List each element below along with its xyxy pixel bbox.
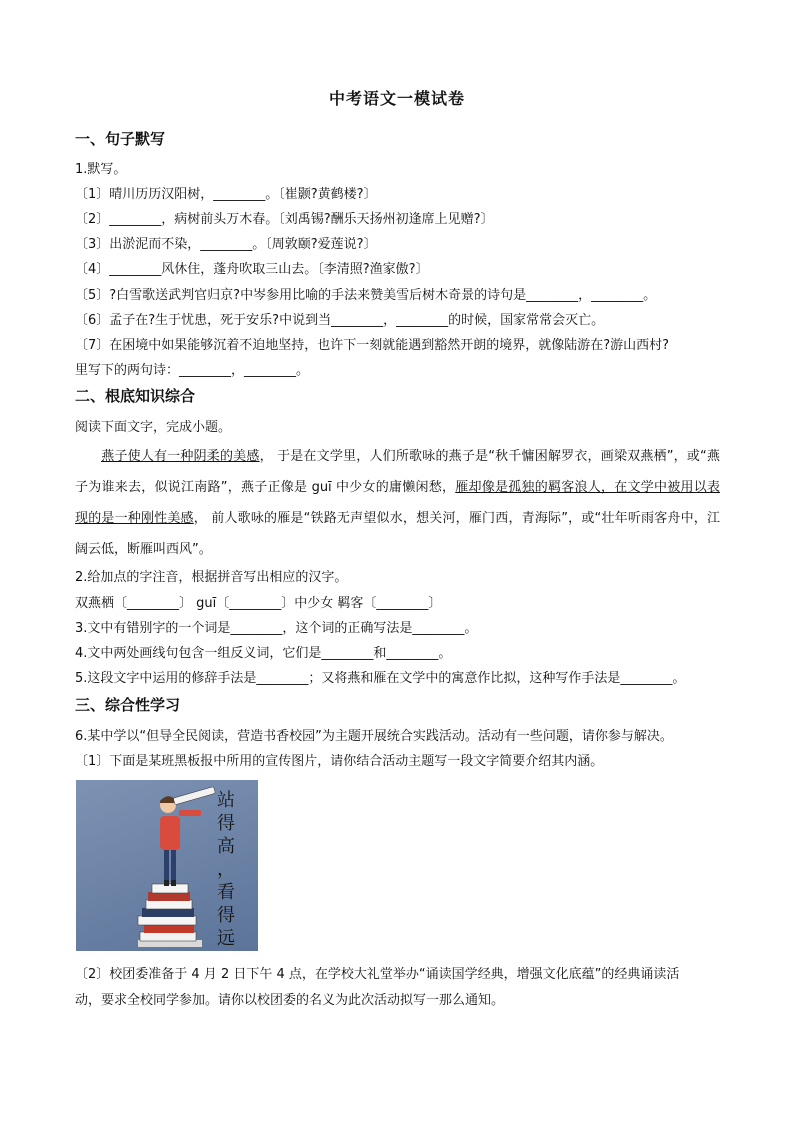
passage-text-1: ， 于是在文学里，人们所歌咏的燕子是“秋千慵困解罗衣，画梁双燕栖”，或“燕子为谁来去，似说江南路”，燕子正像是 guī 中少女的庸懒闲愁， [75, 449, 720, 495]
q2-blanks: 双燕栖〔________〕 guī〔________〕中少女 羁客〔________〕 [75, 596, 442, 611]
q1-item-1: 〔1〕晴川历历汉阳树，________。〔崔颢?黄鹤楼?〕 [75, 187, 377, 202]
q1-item-7: 〔7〕在困境中如果能够沉着不迫地坚持，也许下一刻就能遇到豁然开朗的境界，就像陆游在?游山西村? [75, 338, 670, 353]
q1-item-3: 〔3〕出淤泥而不染，________。〔周敦颐?爱莲说?〕 [75, 237, 377, 252]
q1-item-7-cont: 里写下的两句诗：________，________。 [75, 363, 310, 378]
poster-char: 远 [217, 928, 235, 949]
underlined-sentence-2: 雁却像是孤独的羁客浪人，在文学中被用以表现的是一种刚性美感 [75, 480, 720, 526]
q2-prompt: 2.给加点的字注音，根据拼音写出相应的汉字。 [75, 570, 348, 585]
q6-intro: 6.某中学以“但导全民阅读，营造书香校园”为主题开展统合实践活动。活动有一些问题，请你参与解决。 [75, 729, 673, 744]
section-heading-2: 二、根底知识综合 [75, 387, 196, 405]
q1-intro: 1.默写。 [75, 162, 127, 177]
reading-passage [75, 441, 720, 565]
poster-char: 看 [217, 882, 235, 903]
q5-prompt: 5.这段文字中运用的修辞手法是________；又将燕和雁在文学中的寓意作比拟，这种写作手法是________。 [75, 671, 686, 686]
poster-char: ， [217, 859, 235, 880]
poster-char: 得 [217, 813, 235, 834]
section-heading-1: 一、句子默写 [75, 130, 166, 148]
page-title: 中考语文一模试卷 [328, 89, 465, 108]
section-heading-3: 三、综合性学习 [75, 696, 181, 714]
q6-part2-line2: 动，要求全校同学参加。请你以校团委的名义为此次活动拟写一那么通知。 [75, 993, 505, 1008]
underlined-sentence-1: 燕子使人有一种阴柔的美感 [101, 449, 260, 464]
q3-prompt: 3.文中有错别字的一个词是________，这个词的正确写法是________。 [75, 621, 478, 636]
passage-intro: 阅读下面文字，完成小题。 [75, 420, 232, 435]
q1-item-5: 〔5〕?白雪歌送武判官归京?中岑参用比喻的手法来赞美雪后树木奇景的诗句是________，________。 [75, 288, 657, 303]
q4-prompt: 4.文中两处画线句包含一组反义词，它们是________和________。 [75, 646, 452, 661]
poster-char: 得 [217, 905, 235, 926]
q1-item-4: 〔4〕________风休住，蓬舟吹取三山去。〔李清照?渔家傲?〕 [75, 262, 429, 277]
q1-item-2: 〔2〕________，病树前头万木春。〔刘禹锡?酬乐天扬州初逢席上见赠?〕 [75, 212, 494, 227]
poster-image [76, 780, 258, 951]
q6-part1: 〔1〕下面是某班黑板报中所用的宣传图片，请你结合活动主题写一段文字简要介绍其内涵。 [75, 754, 604, 769]
poster-char: 高 [217, 836, 235, 857]
poster-char: 站 [217, 790, 235, 811]
q1-item-6: 〔6〕孟子在?生于忧患，死于安乐?中说到当________，________的时候，国家常常会灭亡。 [75, 313, 605, 328]
passage-text-2: ， 前人歌咏的雁是“铁路无声望似水，想关河，雁门西，青海际”，或“壮年听雨客舟中，江阔云低，断雁叫西风”。 [75, 511, 720, 557]
q6-part2-line1: 〔2〕校团委准备于 4 月 2 日下午 4 点，在学校大礼堂举办“诵读国学经典，增强文化底蕴”的经典诵读活 [75, 967, 680, 982]
